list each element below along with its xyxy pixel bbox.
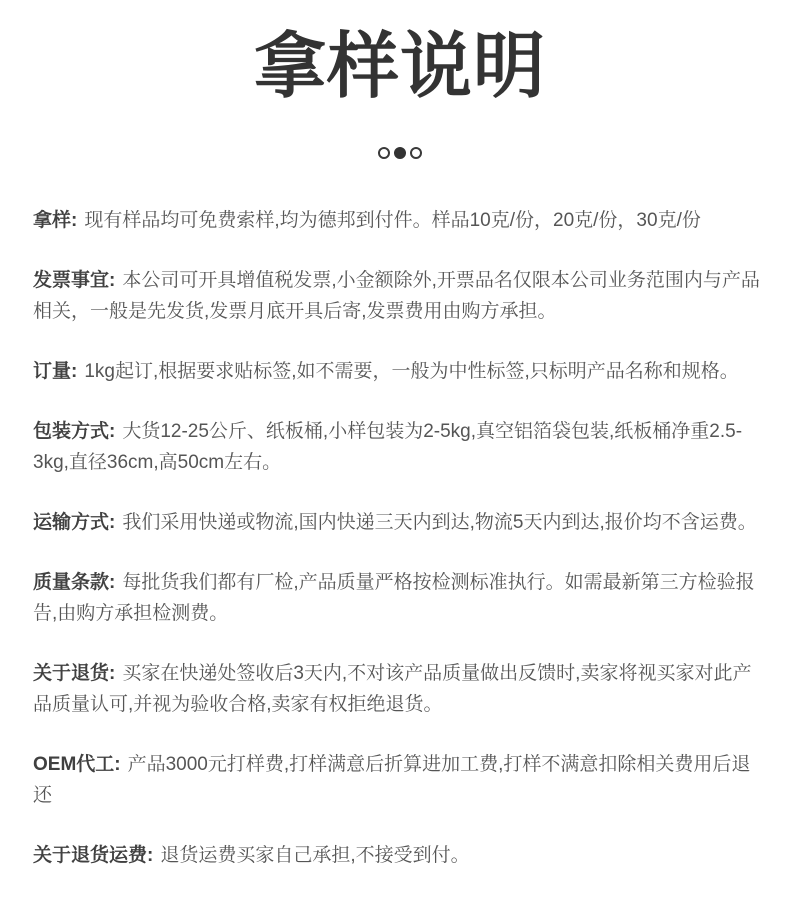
info-sections bbox=[0, 205, 800, 871]
section-sampling-text: 现有样品均可免费索样,均为德邦到付件。样品10克/份，20克/份，30克/份 bbox=[84, 209, 701, 231]
section-returns-label: 关于退货: bbox=[33, 662, 116, 684]
section-shipping-text: 我们采用快递或物流,国内快递三天内到达,物流5天内到达,报价均不含运费。 bbox=[122, 511, 757, 533]
section-return-freight-text: 退货运费买家自己承担,不接受到付。 bbox=[160, 844, 470, 866]
section-shipping bbox=[33, 507, 767, 538]
section-returns-text: 买家在快递处签收后3天内,不对该产品质量做出反馈时,卖家将视买家对此产品质量认可,并视为验收合格,卖家有权拒绝退货。 bbox=[33, 662, 752, 715]
section-sampling bbox=[33, 205, 767, 236]
section-invoice-text: 本公司可开具增值税发票,小金额除外,开票品名仅限本公司业务范围内与产品相关，一般是先发货,发票月底开具后寄,发票费用由购方承担。 bbox=[33, 269, 760, 322]
section-quality-label: 质量条款: bbox=[33, 571, 116, 593]
section-return-freight bbox=[33, 840, 767, 871]
section-packaging-text: 大货12-25公斤、纸板桶,小样包装为2-5kg,真空铝箔袋包装,纸板桶净重2.5-3kg,直径36cm,高50cm左右。 bbox=[33, 420, 743, 473]
section-sampling-label: 拿样: bbox=[33, 209, 78, 231]
section-invoice-label: 发票事宜: bbox=[33, 269, 116, 291]
section-order-quantity-label: 订量: bbox=[33, 360, 78, 382]
carousel-dots bbox=[0, 147, 800, 159]
section-return-freight-label: 关于退货运费: bbox=[33, 844, 154, 866]
section-order-quantity bbox=[33, 356, 767, 387]
section-invoice bbox=[33, 265, 767, 327]
carousel-dot-2[interactable] bbox=[394, 147, 406, 159]
section-shipping-label: 运输方式: bbox=[33, 511, 116, 533]
section-returns bbox=[33, 658, 767, 720]
section-oem-label: OEM代工: bbox=[33, 753, 121, 775]
page-title: 拿样说明 bbox=[253, 27, 546, 107]
section-order-quantity-text: 1kg起订,根据要求贴标签,如不需要，一般为中性标签,只标明产品名称和规格。 bbox=[84, 360, 739, 382]
carousel-dot-1[interactable] bbox=[378, 147, 390, 159]
section-oem bbox=[33, 749, 767, 811]
carousel-dot-3[interactable] bbox=[410, 147, 422, 159]
section-packaging bbox=[33, 416, 767, 478]
section-packaging-label: 包装方式: bbox=[33, 420, 116, 442]
section-oem-text: 产品3000元打样费,打样满意后折算进加工费,打样不满意扣除相关费用后退还 bbox=[33, 753, 751, 806]
section-quality bbox=[33, 567, 767, 629]
section-quality-text: 每批货我们都有厂检,产品质量严格按检测标准执行。如需最新第三方检验报告,由购方承担检测费。 bbox=[33, 571, 755, 624]
